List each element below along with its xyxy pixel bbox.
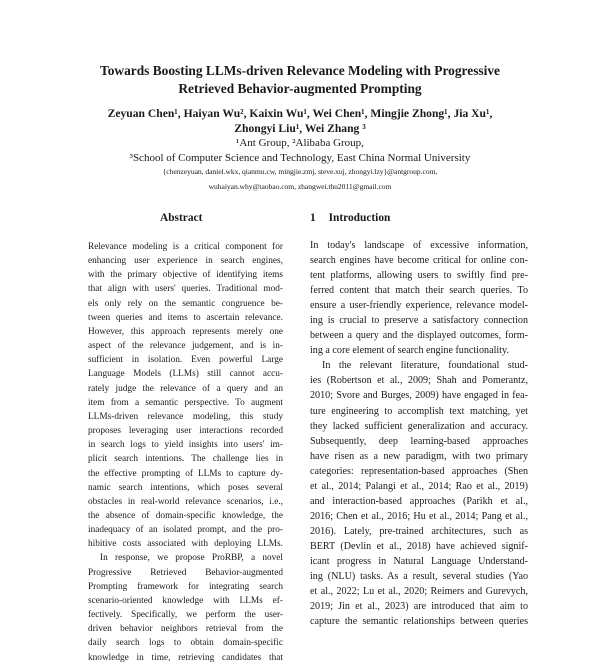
introduction-line: 2016). Lately, pre-trained architectures, such as [310,525,528,537]
abstract-line: aspect of the relevance judgement, and is in- [88,341,283,352]
email-line-2: wuhaiyan.why@taobao.com, zhangwei.thu2011@gmail.com [208,182,392,191]
email-line-1: {chenzeyuan, daniel.wkx, qianmu.cw, mingjie.zmj, steve.xuj, zhongyi.lzy}@antgroup.com, [162,167,438,176]
introduction-line: 2010; Svore and Burges, 2009) have engaged in fea- [310,390,528,402]
introduction-line: ture engineering to accomplish text matching, yet [310,405,528,417]
introduction-line: between a query and the displayed outcomes, form- [310,330,528,342]
abstract-line: fectively. Specifically, we perform the user- [88,610,283,621]
introduction-line: have risen as a new paradigm, with two primary [310,450,528,462]
authors-line-2: Zhongyi Liu¹, Wei Zhang ³ [234,122,366,135]
abstract-line: hibitive costs associated with deploying LLMs. [88,539,283,550]
abstract-line: Prompting framework for integrating search [88,581,283,592]
introduction-line: In today's landscape of excessive information, [310,240,528,251]
abstract-line: in search logs to yield insights into users' im- [88,440,283,451]
authors-line-1: Zeyuan Chen¹, Haiyan Wu², Kaixin Wu¹, Wei Chen¹, Mingjie Zhong¹, Jia Xu¹, [107,107,493,120]
abstract-line: daily search logs to obtain domain-specific [88,638,283,649]
section-title: Introduction [328,212,391,224]
abstract-line: knowledge in time, retrieving candidates that [88,652,283,663]
abstract-line: rately judge the relevance of a query and an [88,383,283,394]
introduction-line: ferred content that match their search queries. To [310,285,528,297]
abstract-line: the effective prompting of LLMs to capture dy- [88,468,283,479]
introduction-line: capture the semantic relationships between queries [310,616,528,628]
abstract-line: that align with users' queries. Traditional mod- [88,284,283,295]
introduction-line: icant progress in Natural Language Understand- [310,555,528,567]
introduction-line: tent platforms, allowing users to swiftly find pre- [310,270,528,282]
abstract-line: LLMs-driven relevance modeling, this study [88,411,283,422]
introduction-line: ing (NLU) tasks. As a result, several studies (Yao [310,571,528,583]
abstract-line: els only rely on the semantic congruence be- [88,298,283,309]
abstract-body [88,240,283,665]
abstract-line: obstacles in real-world relevance scenarios, i.e., [88,496,283,507]
introduction-line: ensure a user-friendly experience, relevance model- [310,300,528,312]
introduction-line: ing a core element of search engine functionality. [310,345,509,357]
title-line-1: Towards Boosting LLMs-driven Relevance Modeling with Progressive [100,63,500,78]
introduction-line: they lacked sufficient generalization and accuracy. [310,420,528,432]
introduction-line: In the relevant literature, foundational stud- [322,360,528,372]
abstract-line: with the primary objective of identifying items [88,270,283,281]
abstract-line: the absence of domain-specific knowledge, the [88,510,283,521]
introduction-line: ing is crucial to preserve a satisfactory connection [310,315,528,327]
introduction-line: and interaction-based approaches (Parikh et al., [310,495,528,507]
introduction-line: Subsequently, deep learning-based approaches [310,435,528,447]
abstract-line: tween queries and items to ascertain relevance. [88,312,283,323]
abstract-line: inadequacy of an isolated prompt, and the pro- [88,525,283,536]
author-list [40,106,560,136]
paper-title [40,62,560,98]
abstract-line: enhancing user experience in search engines, [88,256,283,267]
title-line-2: Retrieved Behavior-augmented Prompting [178,81,422,96]
introduction-heading [310,212,390,224]
introduction-line: 2016; Chen et al., 2016; Hu et al., 2014; Pang et al., [310,510,528,522]
abstract-line: proposes leveraging user interactions recorded [88,426,283,437]
introduction-line: ies (Robertson et al., 2009; Shah and Pomerantz, [310,375,528,387]
abstract-line: sufficient in isolation. Even powerful Large [88,355,283,366]
abstract-line: Relevance modeling is a critical component for [88,242,283,252]
abstract-line: namic search intentions, which poses several [88,482,283,493]
section-number: 1 [310,212,316,224]
introduction-line: 2019; Jin et al., 2023) are introduced that aim to [310,601,528,613]
abstract-line: Progressive Retrieved Behavior-augmented [88,567,283,578]
abstract-line: item from a semantic perspective. To augment [88,397,283,408]
abstract-line: Language Models (LLMs) still cannot accu- [88,369,283,380]
abstract-line: However, this approach represents merely one [88,326,283,337]
abstract-line: scenario-oriented knowledge with LLMs ef- [88,595,283,606]
introduction-line: et al., 2022; Lu et al., 2020; Reimers and Gurevych, [310,586,528,598]
affiliation-1: ¹Ant Group, ²Alibaba Group, [236,137,364,149]
introduction-line: categories: representation-based approaches (Shen [310,465,528,477]
introduction-body [310,238,528,629]
introduction-line: search engines have become critical for online con- [310,255,528,267]
introduction-line: et al., 2014; Palangi et al., 2014; Rao et al., 2019) [310,480,528,492]
introduction-line: BERT (Devlin et al., 2018) have achieved signif- [310,540,528,552]
abstract-heading: Abstract [160,212,203,224]
abstract-line: In response, we propose ProRBP, a novel [100,553,283,564]
abstract-line: driven behavior neighbors retrieval from the [88,624,283,635]
abstract-line: plicit search intentions. The challenge lies in [88,454,283,465]
affiliation-2: ³School of Computer Science and Technology, East China Normal University [129,152,471,164]
